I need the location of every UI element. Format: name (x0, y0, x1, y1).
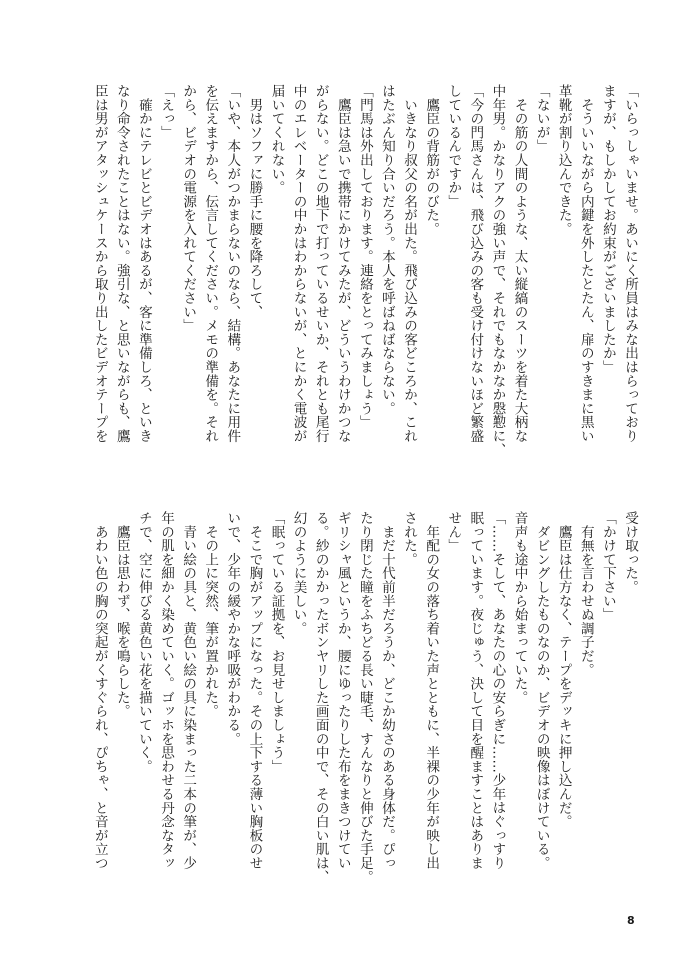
text-line: 男はソファに勝手に腰を降ろして、 (246, 84, 263, 319)
text-line: 中のエレベーターの中かはわからないが、とにかく電波が (290, 84, 307, 443)
text-line: 年配の女の落ち着いた声とともに、半裸の少年が映し出 (423, 511, 440, 870)
text-line: たり閉じた瞳をふちどる長い睫毛、すんなりと伸びた手足。 (356, 511, 373, 884)
text-line: 受け取った。 (622, 511, 638, 594)
text-line: ギリシャ風というか、腰にゆったりした布をまきつけてい (334, 511, 351, 870)
text-line: 「眠っている証拠を、お見せしましょう」 (268, 511, 285, 774)
text-line: 「かけて下さい」 (599, 511, 616, 622)
text-line: がらない。どこの地下で打っているせいか、それとも尾行 (312, 84, 329, 443)
text-line: 「門馬は外出しております。連絡をとってみましょう」 (356, 84, 373, 429)
text-line: 鷹臣は急いで携帯にかけてみたが、どういうわけかつな (334, 84, 351, 443)
text-line: 年の肌を細かく染めていく。ゴッホを思わせる丹念なタッ (158, 511, 175, 870)
text-line: 「いらっしゃいませ。あいにく所員はみな出はらっており (622, 84, 638, 443)
text-line: 革靴が割り込んできた。 (555, 84, 572, 236)
text-line: あわい色の胸の突起がくすぐられ、ぴちゃ、と音が立つ (91, 511, 108, 870)
text-line: 幻のように美しい。 (290, 511, 307, 636)
text-line: から、ビデオの電源を入れてください」 (180, 84, 197, 333)
text-line: そこで胸がアップになった。その上下する薄い胸板のせ (246, 511, 263, 870)
text-line: その筋の人間のような、太い縦縞のスーツを着た大柄な (511, 84, 528, 443)
text-line: された。 (401, 511, 418, 567)
text-line: 青い絵の具と、黄色い絵の具に染まった二本の筆が、少 (180, 511, 197, 870)
text-line: はたぶん知り合いだろう。本人を呼ばねばならない。 (378, 84, 395, 416)
text-line: 臣は男がアタッシュケースから取り出したビデオテープを (91, 84, 108, 443)
text-line: 眠っています。夜じゅう、決して目を醒ますことはありま (467, 511, 484, 870)
text-line: 確かにテレビとビデオはあるが、客に準備しろ、といき (135, 84, 152, 443)
text-line: 届いてくれない。 (268, 84, 285, 195)
text-line: そういいながら内鍵を外したとたん、扉のすきまに黒い (577, 84, 594, 443)
text-line: 有無を言わせぬ調子だ。 (577, 511, 594, 677)
text-line: チで、空に伸びる黄色い花を描いていく。 (135, 511, 152, 774)
text-line: 「ないが」 (533, 84, 550, 153)
text-line: 鷹臣の背筋がのびた。 (423, 84, 440, 236)
text-line: いで、少年の緩やかな呼吸がわかる。 (224, 511, 241, 746)
text-block-top (89, 84, 641, 457)
text-line: せん」 (445, 511, 462, 553)
text-line: 「今の門馬さんは、飛び込みの客も受け付けないほど繁盛 (467, 84, 484, 443)
text-line: その上に突然、筆が置かれた。 (202, 511, 219, 718)
text-line: 「……そして、あなたの心の安らぎに……少年はぐっすり (489, 511, 506, 870)
text-line: ますが、もしかしてお約束がございましたか」 (599, 84, 616, 374)
text-line: しているんですか」 (445, 84, 462, 209)
text-line: 鷹臣は仕方なく、テープをデッキに押し込んだ。 (555, 511, 572, 829)
text-block-bottom (89, 511, 641, 884)
text-line: る。紗のかかったボンヤリした画面の中で、その白い肌は、 (312, 511, 329, 884)
text-line: ダビングしたものなのか、ビデオの映像はぼけている。 (533, 511, 550, 870)
text-line: まだ十代前半だろうか、どこか幼さのある身体だ。ぴっ (378, 511, 395, 870)
text-line: 鷹臣は思わず、喉を鳴らした。 (113, 511, 130, 718)
page-number: 8 (627, 914, 635, 927)
text-line: なり命令されたことはない。強引な、と思いながらも、鷹 (113, 84, 130, 443)
text-line: 中年男。かなりアクの強い声で、それでもなかなか慇懃に、 (489, 84, 506, 457)
text-line: 「いや、本人がつかまらないのなら、結構。あなたに用件 (224, 84, 241, 443)
text-line: 音声も途中から始まっていた。 (511, 511, 528, 705)
text-line: いきなり叔父の名が出た。飛び込みの客どころか、これ (401, 84, 418, 443)
text-line: を伝えますから、伝言してください。メモの準備を。それ (202, 84, 219, 443)
text-line: 「えっ」 (158, 84, 175, 140)
